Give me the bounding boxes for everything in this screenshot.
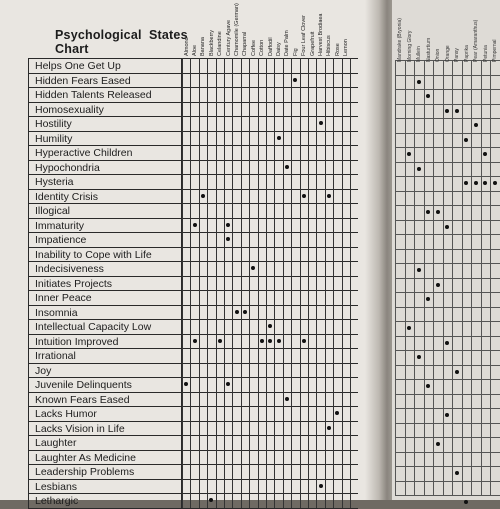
column-line xyxy=(216,58,217,508)
chart-dot xyxy=(319,484,323,488)
chart-dot xyxy=(327,426,331,430)
right-row-line xyxy=(395,205,500,206)
right-row-line xyxy=(395,452,500,453)
row-label: Indecisiveness xyxy=(28,262,182,277)
column-header: Hibiscus xyxy=(326,35,332,56)
column-header: Century Agave xyxy=(226,20,232,56)
chart-dot xyxy=(268,339,272,343)
row-label: Insomnia xyxy=(28,306,182,321)
row-label: Inner Peace xyxy=(28,291,182,306)
right-row-line xyxy=(395,118,500,119)
row-label: Lesbians xyxy=(28,480,182,495)
chart-dot xyxy=(260,339,264,343)
chart-dot xyxy=(193,223,197,227)
right-row-line xyxy=(395,379,500,380)
chart-dot xyxy=(327,194,331,198)
row-label: Known Fears Eased xyxy=(28,393,182,408)
column-header: Blackberry xyxy=(209,30,215,56)
right-column-header: Mullein xyxy=(416,46,422,62)
right-row-line xyxy=(395,162,500,163)
right-row-line xyxy=(395,481,500,482)
chart-dot xyxy=(277,136,281,140)
right-column-header: Morning Glory xyxy=(407,31,413,62)
right-column-header: Pimpernal xyxy=(492,39,498,62)
row-label: Humility xyxy=(28,132,182,147)
column-header: Cotton xyxy=(259,40,265,56)
row-label: Hysteria xyxy=(28,175,182,190)
right-row-line xyxy=(395,437,500,438)
chart-dot xyxy=(302,194,306,198)
row-label: Juvenile Delinquents xyxy=(28,378,182,393)
row-label: Hidden Fears Eased xyxy=(28,74,182,89)
column-line xyxy=(207,58,208,508)
chart-dot xyxy=(201,194,205,198)
row-label: Intuition Improved xyxy=(28,335,182,350)
column-header: Banana xyxy=(200,37,206,56)
right-chart-dot xyxy=(493,181,497,185)
chart-dot xyxy=(193,339,197,343)
column-line xyxy=(350,58,351,508)
column-header: Lemon xyxy=(343,39,349,56)
column-header: Celandine xyxy=(217,31,223,56)
right-column-header: Nasturtium xyxy=(426,38,432,62)
row-label: Intellectual Capacity Low xyxy=(28,320,182,335)
right-chart-dot xyxy=(417,80,421,84)
row-label: Lacks Vision in Life xyxy=(28,422,182,437)
right-row-line xyxy=(395,75,500,76)
column-line xyxy=(249,58,250,508)
chart-dot xyxy=(285,165,289,169)
right-chart-dot xyxy=(417,167,421,171)
column-line xyxy=(266,58,267,508)
right-chart-dot xyxy=(436,442,440,446)
column-line xyxy=(182,58,183,508)
right-page-grid xyxy=(395,60,500,500)
grid-bottom-line xyxy=(28,508,358,509)
right-chart-dot xyxy=(417,268,421,272)
right-row-line xyxy=(395,423,500,424)
column-header: Rose xyxy=(335,43,341,56)
column-line xyxy=(325,58,326,508)
right-row-line xyxy=(395,350,500,351)
right-row-line xyxy=(395,133,500,134)
column-header: Daffodil xyxy=(268,37,274,56)
column-line xyxy=(316,58,317,508)
column-line xyxy=(258,58,259,508)
column-header: Harvest Brodiaea xyxy=(318,14,324,57)
right-row-line xyxy=(395,394,500,395)
column-header: Date Palm xyxy=(284,30,290,56)
right-chart-dot xyxy=(436,210,440,214)
right-row-line xyxy=(395,292,500,293)
right-chart-dot xyxy=(417,355,421,359)
column-line xyxy=(199,58,200,508)
right-chart-dot xyxy=(445,109,449,113)
column-header: Fig xyxy=(293,48,299,56)
chart-dot xyxy=(302,339,306,343)
right-row-line xyxy=(395,104,500,105)
column-line xyxy=(283,58,284,508)
chart-dot xyxy=(277,339,281,343)
chart-title-line-2: Chart xyxy=(55,42,188,56)
chart-dot xyxy=(218,339,222,343)
row-label: Irrational xyxy=(28,349,182,364)
column-header: Aloe xyxy=(192,45,198,56)
right-row-line xyxy=(395,249,500,250)
right-row-line xyxy=(395,365,500,366)
right-column-header: Pansy xyxy=(454,48,460,62)
column-header: Almond xyxy=(184,37,190,56)
right-row-line xyxy=(395,307,500,308)
column-line xyxy=(274,58,275,508)
right-chart-dot xyxy=(464,138,468,142)
row-label: Hypochondria xyxy=(28,161,182,176)
column-header: Chamomile (German) xyxy=(234,3,240,56)
chart-dot xyxy=(235,310,239,314)
chart-dot xyxy=(285,397,289,401)
right-column-header: Paprika xyxy=(464,45,470,62)
row-label: Joy xyxy=(28,364,182,379)
column-line xyxy=(342,58,343,508)
column-line xyxy=(291,58,292,508)
row-label: Hostility xyxy=(28,117,182,132)
right-row-line xyxy=(395,336,500,337)
right-column-header: Pear (Amaranthus) xyxy=(473,20,479,62)
right-row-line xyxy=(395,234,500,235)
right-chart-dot xyxy=(445,341,449,345)
right-row-line xyxy=(395,191,500,192)
right-column-header: Mandrake (Bryonia) xyxy=(397,18,403,62)
chart-title-line-1: Psychological States xyxy=(55,28,188,42)
column-line xyxy=(300,58,301,508)
row-label: Illogical xyxy=(28,204,182,219)
right-chart-dot xyxy=(436,283,440,287)
right-row-line xyxy=(395,321,500,322)
right-row-line xyxy=(395,263,500,264)
right-chart-dot xyxy=(455,109,459,113)
right-row-line xyxy=(395,278,500,279)
right-chart-dot xyxy=(455,471,459,475)
right-chart-dot xyxy=(474,181,478,185)
right-chart-dot xyxy=(474,123,478,127)
column-header: Chaparral xyxy=(242,32,248,56)
right-column-header: Onion xyxy=(435,49,441,62)
row-label: Initiates Projects xyxy=(28,277,182,292)
chart-dot xyxy=(226,223,230,227)
right-row-line xyxy=(395,220,500,221)
column-line xyxy=(241,58,242,508)
row-label: Homosexuality xyxy=(28,103,182,118)
column-line xyxy=(232,58,233,508)
right-chart-dot xyxy=(464,500,468,504)
right-chart-dot xyxy=(455,370,459,374)
row-label: Laughter As Medicine xyxy=(28,451,182,466)
column-line xyxy=(224,58,225,508)
right-row-line xyxy=(395,89,500,90)
row-label: Hidden Talents Released xyxy=(28,88,182,103)
column-headers xyxy=(0,0,378,60)
right-row-line xyxy=(395,408,500,409)
right-chart-dot xyxy=(445,225,449,229)
column-header: Coffee xyxy=(251,40,257,56)
column-header: Four Leaf Clover xyxy=(301,15,307,56)
column-header: Grapefruit xyxy=(310,32,316,56)
row-label: Immaturity xyxy=(28,219,182,234)
row-label: Leadership Problems xyxy=(28,465,182,480)
chart-dot xyxy=(319,121,323,125)
row-label: Helps One Get Up xyxy=(28,59,182,74)
right-row-line xyxy=(395,495,500,496)
right-row-line xyxy=(395,466,500,467)
chart-dot xyxy=(243,310,247,314)
right-row-line xyxy=(395,176,500,177)
row-label: Lethargic xyxy=(28,494,182,509)
row-label: Inability to Cope with Life xyxy=(28,248,182,263)
column-header: Daisy xyxy=(276,42,282,56)
row-label: Impatience xyxy=(28,233,182,248)
row-label: Lacks Humor xyxy=(28,407,182,422)
row-label: Laughter xyxy=(28,436,182,451)
column-line xyxy=(308,58,309,508)
row-label: Hyperactive Children xyxy=(28,146,182,161)
right-column-header: Orange xyxy=(445,45,451,62)
right-column-header: Petunia xyxy=(483,45,489,62)
column-line xyxy=(333,58,334,508)
row-label: Identity Crisis xyxy=(28,190,182,205)
right-row-line xyxy=(395,147,500,148)
column-line xyxy=(190,58,191,508)
